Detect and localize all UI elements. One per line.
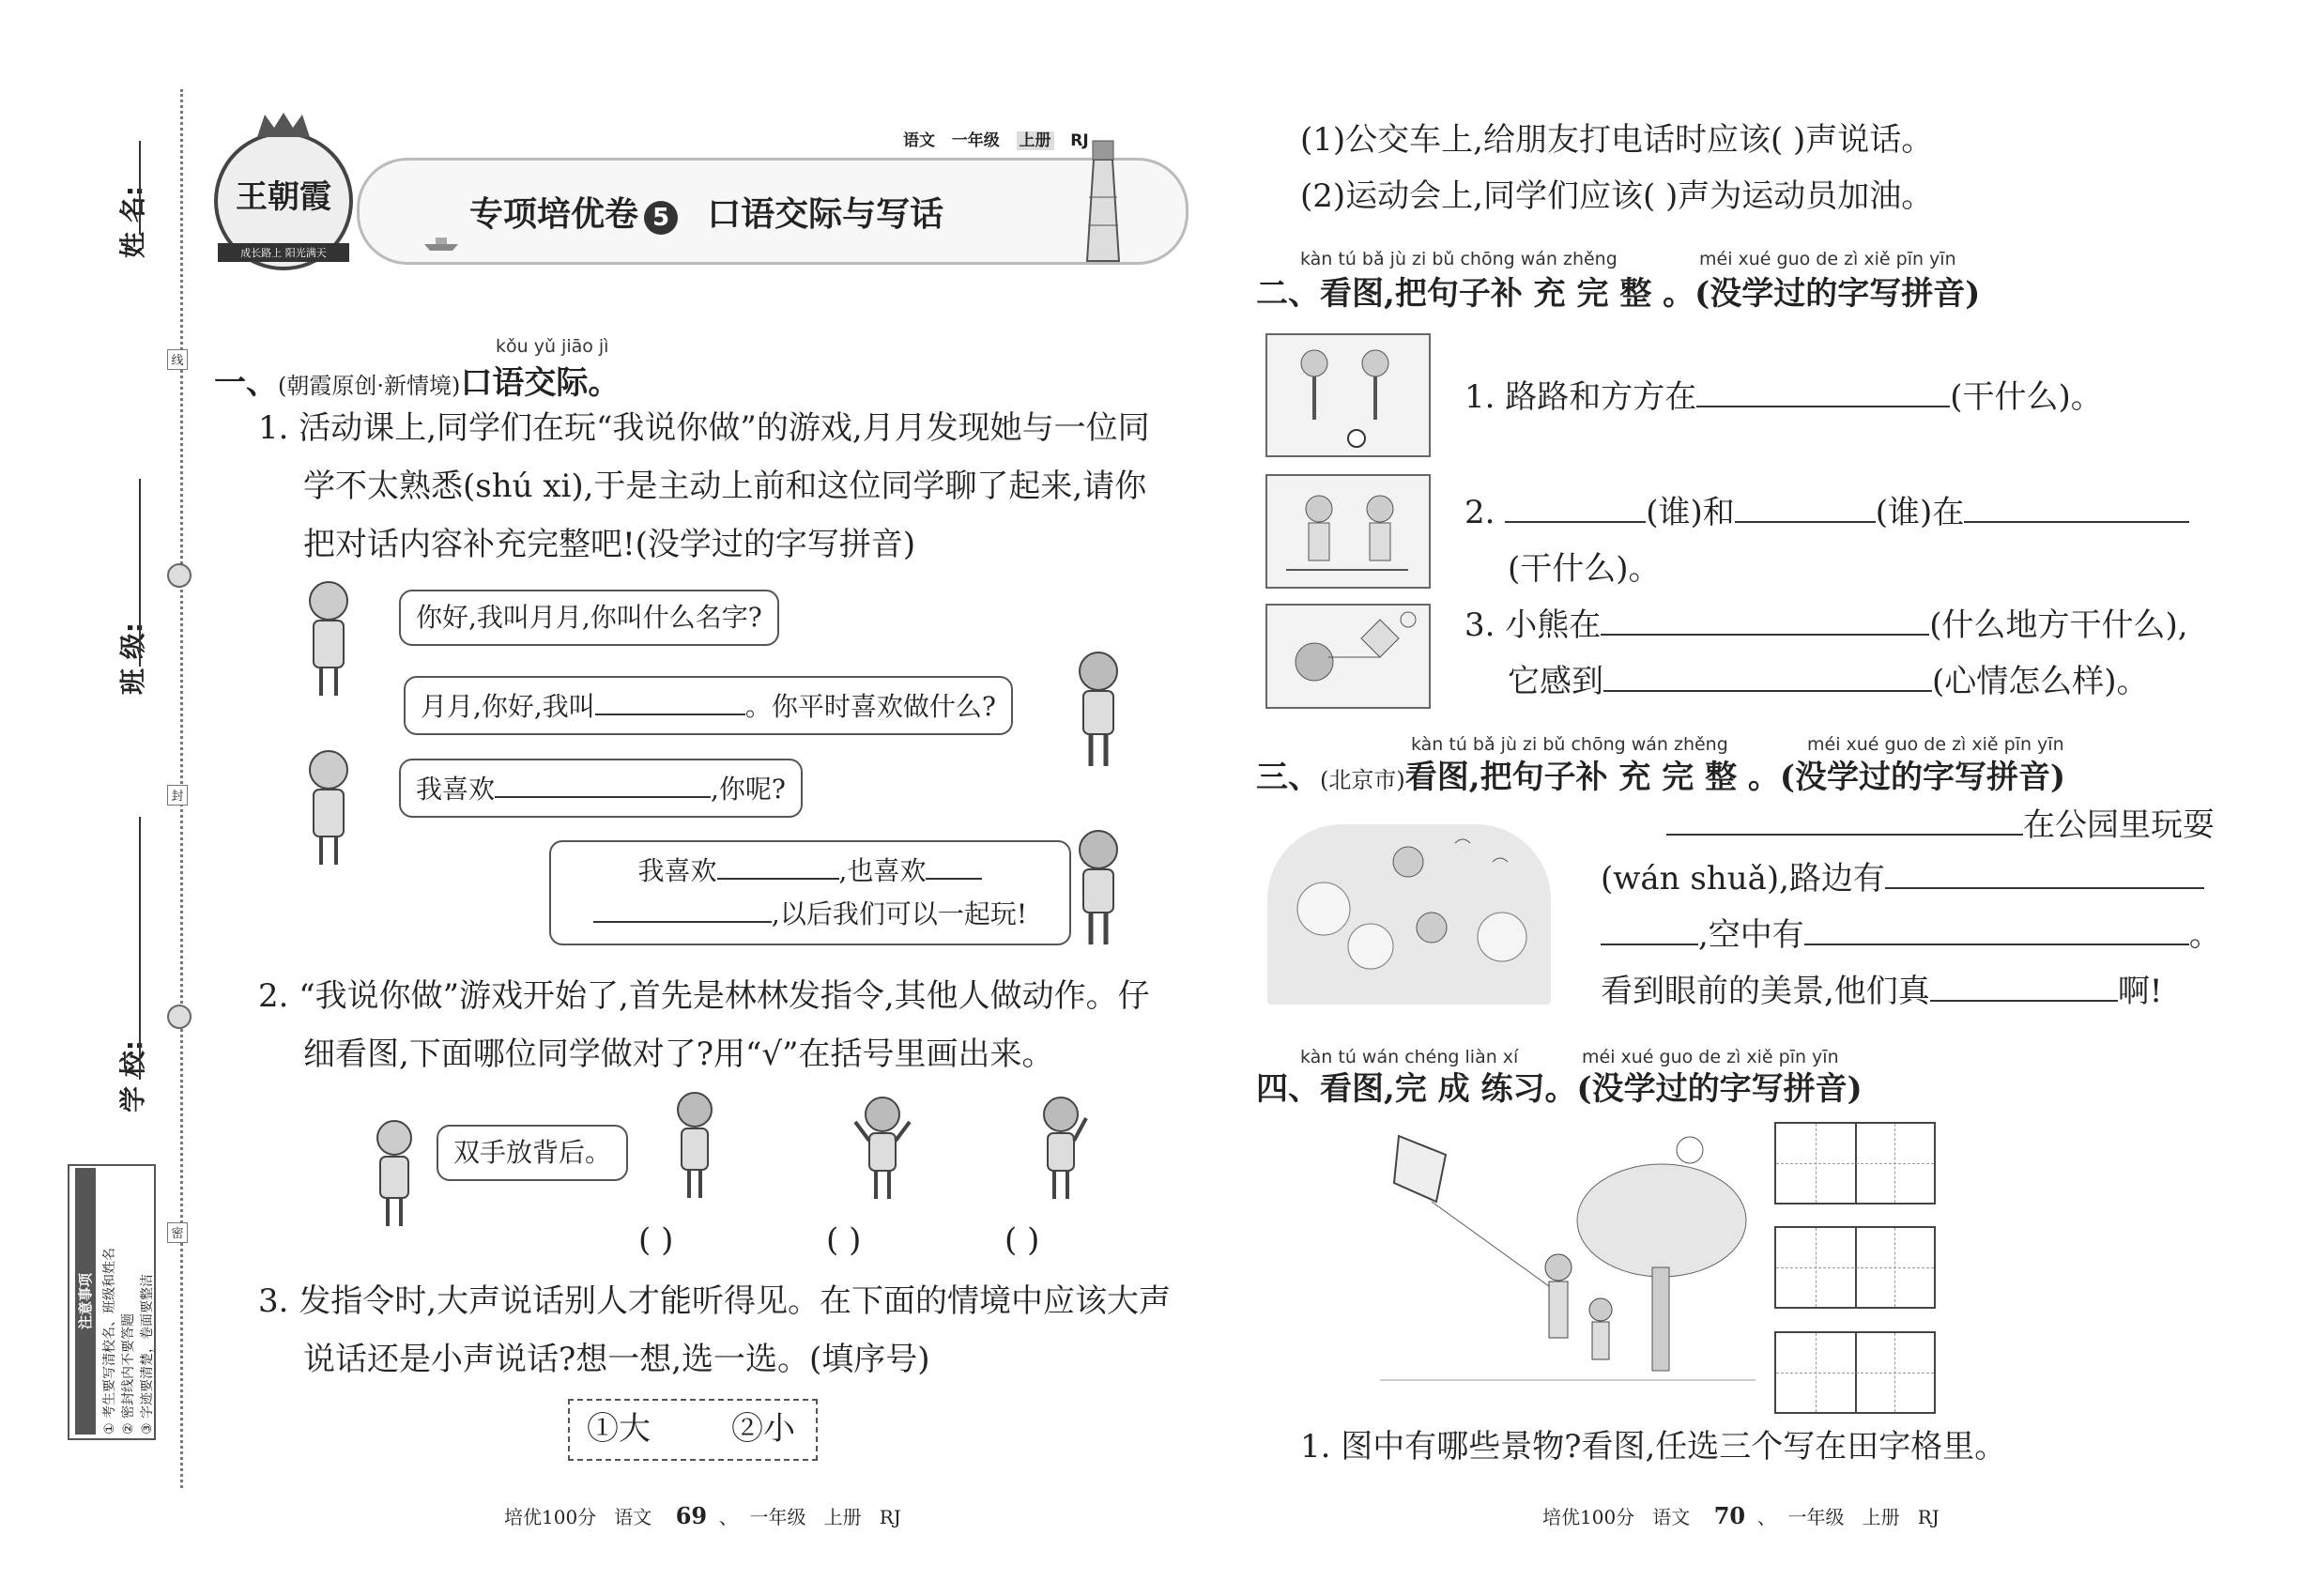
school-label: 学 校:: [117, 1040, 148, 1113]
sec3-pinyin-b: méi xué guo de zì xiě pīn yīn: [1807, 734, 2064, 755]
park-picture: [1267, 824, 1551, 1005]
brand-logo: [214, 131, 353, 270]
class-field[interactable]: [139, 479, 141, 667]
dialogue-bubble-3: 我喜欢 ,你呢?: [399, 759, 803, 818]
girl-yueyue-icon: [300, 577, 357, 699]
answer-blank[interactable]: [1601, 915, 1698, 945]
answer-blank[interactable]: [1804, 915, 2189, 945]
s3-line-3: ,空中有 。: [1601, 906, 2221, 964]
note-1: ① 考生要写清校名、班级和姓名: [102, 1247, 117, 1435]
boy-icon: [1070, 648, 1127, 770]
soccer-picture: [1265, 333, 1431, 457]
kite-tree-picture: [1380, 1127, 1756, 1408]
girl-linlin-icon: [371, 1117, 418, 1230]
s3-line-2: (wán shuǎ),路边有: [1601, 850, 2204, 908]
child-option-a-icon: [667, 1089, 723, 1202]
r1-question: (1)公交车上,给朋友打电话时应该( )声说话。: [1300, 121, 1934, 159]
footer-right: 培优100分 语文 70 、 一年级 上册 RJ: [1542, 1502, 1940, 1529]
s2-sentence-3-cont: 它感到 (心情怎么样)。: [1508, 663, 2149, 700]
page-number: 69: [675, 1502, 708, 1529]
footer-left: 培优100分 语文 69 、 一年级 上册 RJ: [504, 1502, 901, 1529]
s2-sentence-1: 1. 路路和方方在 (干什么)。: [1464, 378, 2103, 416]
cut-mark-secret: 密: [167, 1222, 188, 1243]
dialogue-bubble-1: 你好,我叫月月,你叫什么名字?: [399, 590, 779, 646]
s3-line-1: 在公园里玩耍: [1666, 796, 2215, 854]
binding-hole-icon: [167, 563, 192, 588]
note-2: ② 密封线内不要答题: [121, 1312, 136, 1435]
bear-kite-picture: [1265, 604, 1431, 709]
lighthouse-icon: [1080, 131, 1127, 263]
school-field[interactable]: [139, 817, 141, 1080]
sec4-pinyin-a: kàn tú wán chéng liàn xí: [1300, 1047, 1519, 1067]
child-option-c-icon: [1028, 1094, 1094, 1202]
logo-text: 王朝霞: [236, 178, 331, 216]
answer-blank[interactable]: [1964, 493, 2189, 523]
answer-blank[interactable]: [593, 893, 772, 923]
answer-blank[interactable]: [1603, 662, 1932, 692]
girl-yueyue-icon: [300, 746, 357, 868]
answer-blank[interactable]: [717, 850, 839, 880]
s2-sentence-3: 3. 小熊在 (什么地方干什么),: [1464, 606, 2188, 644]
answer-blank[interactable]: [1696, 377, 1950, 407]
dialogue-bubble-4: 我喜欢 ,也喜欢 ,以后我们可以一起玩!: [549, 840, 1071, 945]
answer-blank[interactable]: [1505, 493, 1646, 523]
answer-blank[interactable]: [1601, 606, 1929, 636]
binding-hole-icon: [167, 1005, 192, 1029]
page-title: 专项培优卷 5 口语交际与写话: [469, 195, 944, 234]
s2-sentence-2: 2. (谁)和 (谁)在: [1464, 483, 2189, 542]
boy-icon: [1070, 826, 1127, 948]
answer-paren-b[interactable]: ( ): [826, 1221, 862, 1259]
s4-question-1: 1. 图中有哪些景物?看图,任选三个写在田字格里。: [1300, 1428, 2007, 1466]
answer-blank[interactable]: [1735, 493, 1876, 523]
dialogue-bubble-2: 月月,你好,我叫 。你平时喜欢做什么?: [404, 676, 1013, 735]
answer-blank[interactable]: [1930, 972, 2118, 1002]
cut-mark-line: 线: [167, 349, 188, 370]
notes-title: 注意事项: [75, 1168, 96, 1435]
answer-blank[interactable]: [495, 768, 711, 798]
note-3: ③ 字迹要清楚，卷面要整洁: [140, 1273, 155, 1435]
name-label: 姓 名:: [117, 186, 148, 258]
drawing-picture: [1265, 474, 1431, 589]
section-1-heading: 一、(朝霞原创·新情境)口语交际。: [214, 364, 621, 402]
options-box: [568, 1399, 818, 1461]
name-field[interactable]: [139, 141, 141, 235]
section-2-heading: 二、看图,把句子补 充 完 整 。(没学过的字写拼音): [1256, 275, 1981, 313]
section-4-heading: 四、看图,完 成 练习。(没学过的字写拼音): [1256, 1070, 1863, 1108]
s3-line-4: 看到眼前的美景,他们真 啊!: [1601, 973, 2163, 1010]
tianzige-grid-1[interactable]: [1774, 1122, 1936, 1205]
answer-paren-a[interactable]: ( ): [638, 1221, 674, 1259]
sec2-pinyin-b: méi xué guo de zì xiě pīn yīn: [1699, 249, 1956, 269]
option-1: ①大: [587, 1410, 651, 1448]
q2-text: 2. “我说你做”游戏开始了,首先是林林发指令,其他人做动作。仔 细看图,下面哪位同学做对了?用“√”在括号里画出来。: [258, 977, 1150, 1073]
page-number: 70: [1713, 1502, 1746, 1529]
notes-box: [68, 1164, 156, 1440]
crown-icon: [255, 111, 312, 139]
class-label: 班 级:: [117, 622, 148, 695]
q3-text: 3. 发指令时,大声说话别人才能听得见。在下面的情境中应该大声 说话还是小声说话?想一想,选一选。(填序号): [258, 1282, 1172, 1378]
child-option-b-icon: [850, 1094, 915, 1202]
answer-blank[interactable]: [595, 685, 745, 715]
sec4-pinyin-b: méi xué guo de zì xiě pīn yīn: [1582, 1047, 1839, 1067]
answer-blank[interactable]: [926, 850, 982, 880]
header-meta: 语文 一年级 上册 RJ: [903, 131, 1089, 150]
sec1-pinyin: kǒu yǔ jiāo jì: [496, 336, 609, 357]
logo-motto: 成长路上 阳光满天: [218, 243, 349, 262]
cut-mark-seal: 封: [167, 785, 188, 806]
instruction-bubble: 双手放背后。: [437, 1125, 628, 1181]
ship-icon: [422, 235, 460, 252]
sec3-pinyin-a: kàn tú bǎ jù zi bǔ chōng wán zhěng: [1411, 734, 1728, 755]
r2-question: (2)运动会上,同学们应该( )声为运动员加油。: [1300, 177, 1934, 215]
q1-text: 1. 活动课上,同学们在玩“我说你做”的游戏,月月发现她与一位同 学不太熟悉(shú xi),于是主动上前和这位同学聊了起来,请你 把对话内容补充完整吧!(没学过的字写拼音): [258, 409, 1150, 563]
answer-paren-c[interactable]: ( ): [1004, 1221, 1040, 1259]
section-3-heading: 三、(北京市)看图,把句子补 充 完 整 。(没学过的字写拼音): [1256, 759, 2066, 796]
sec2-pinyin-a: kàn tú bǎ jù zi bǔ chōng wán zhěng: [1300, 249, 1618, 269]
tianzige-grid-2[interactable]: [1774, 1226, 1936, 1309]
answer-blank[interactable]: [1666, 806, 2023, 836]
tianzige-grid-3[interactable]: [1774, 1331, 1936, 1414]
s2-sentence-2-cont: (干什么)。: [1508, 550, 1661, 588]
answer-blank[interactable]: [1885, 859, 2204, 889]
option-2: ②小: [731, 1410, 795, 1448]
